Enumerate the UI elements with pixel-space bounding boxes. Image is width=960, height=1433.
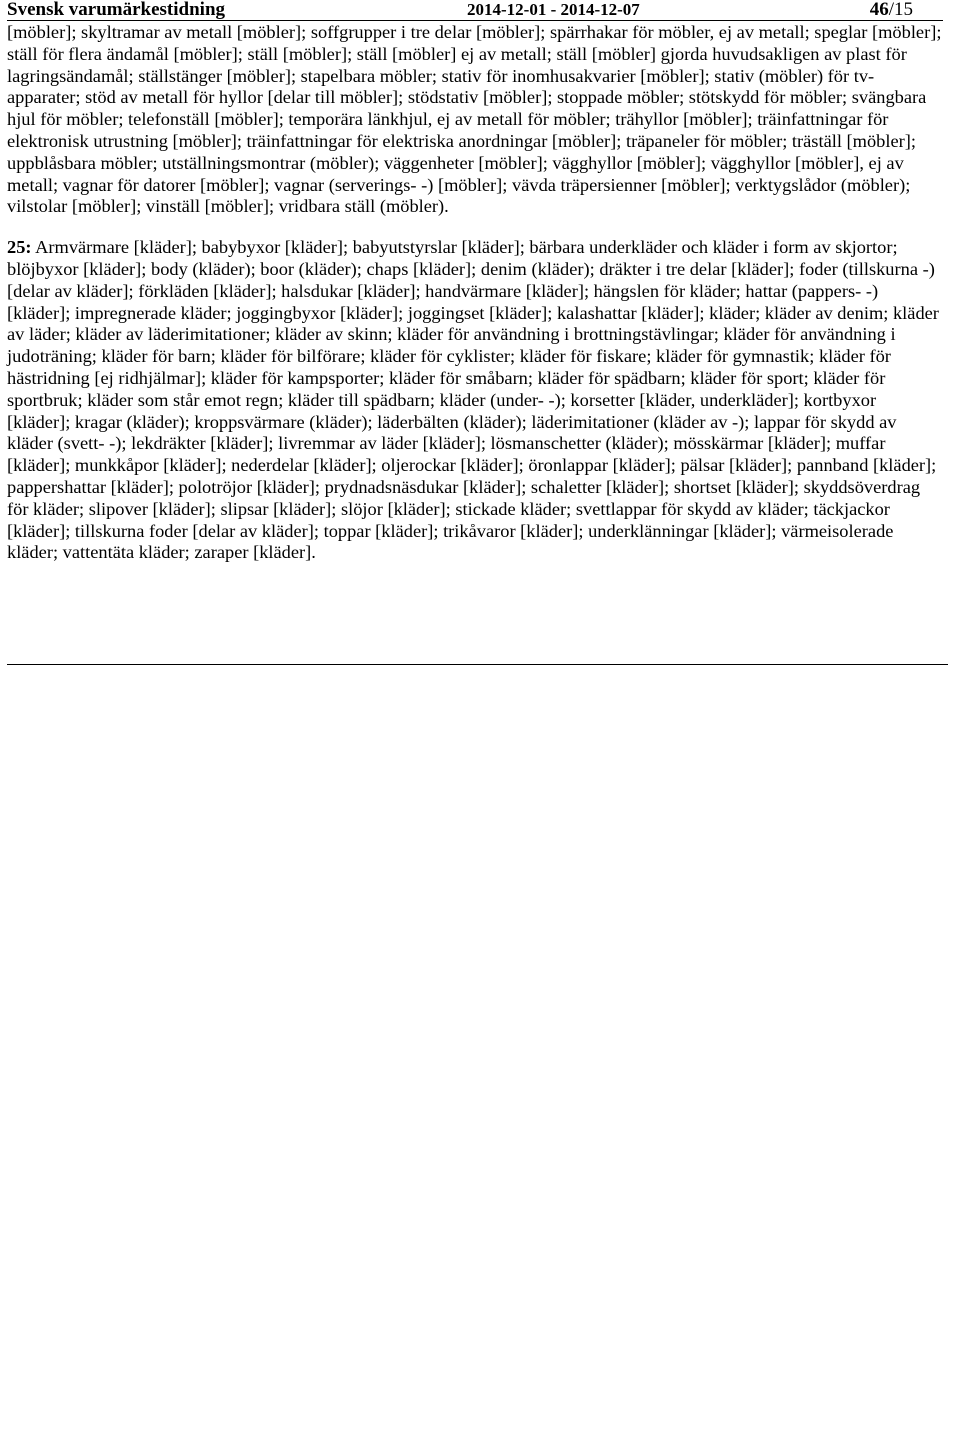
- document-page: [7, 0, 943, 564]
- class-25-paragraph: [7, 237, 943, 564]
- class-25-text: Armvärmare [kläder]; babybyxor [kläder]; babyutstyrslar [kläder]; bärbara underkläder och kläder i form av skjortor; blöjbyxor [kläder]; body (kläder); boor (kläder); chaps [kläder]; denim (kläder); dräkter i tre delar [kläder]; foder (tillskurna -) [delar av kläder]; förkläden [kläder]; halsdukar [kläder]; handvärmare [kläder]; hängslen för kläder; hattar (pappers- -) [kläder]; impregnerade kläder; joggingbyxor [kläder]; joggingset [kläder]; kalashattar [kläder]; kläder; kläder av denim; kläder av läder; kläder av läderimitationer; kläder av skinn; kläder för användning i brottningstävlingar; kläder för användning i judoträning; kläder för barn; kläder för bilförare; kläder för cyklister; kläder för fiskare; kläder för gymnastik; kläder för hästridning [ej ridhjälmar]; kläder för kampsporter; kläder för småbarn; kläder för spädbarn; kläder för sport; kläder för sportbruk; kläder som står emot regn; kläder till spädbarn; kläder (under- -); korsetter [kläder, underkläder]; kortbyxor [kläder]; kragar (kläder); kroppsvärmare (kläder); läderbälten (kläder); läderimitationer (kläder av -); lappar för skydd av kläder (svett- -); lekdräkter [kläder]; livremmar av läder [kläder]; lösmanschetter (kläder); mösskärmar [kläder]; muffar [kläder]; munkkåpor [kläder]; nederdelar [kläder]; oljerockar [kläder]; öronlappar [kläder]; pälsar [kläder]; pannband [kläder]; pappershattar [kläder]; polotröjor [kläder]; prydnadsnäsdukar [kläder]; schaletter [kläder]; shortset [kläder]; skyddsöverdrag för kläder; slipover [kläder]; slipsar [kläder]; slöjor [kläder]; stickade kläder; svettlappar för skydd av kläder; täckjackor [kläder]; tillskurna foder [delar av kläder]; toppar [kläder]; trikåvaror [kläder]; underklänningar [kläder]; värmeisolerade kläder; vattentäta kläder; zaraper [kläder].: [7, 237, 939, 563]
- page-number: [870, 0, 913, 20]
- page-total: /15: [888, 0, 913, 20]
- continuation-paragraph: [möbler]; skyltramar av metall [möbler]; soffgrupper i tre delar [möbler]; spärrhakar för möbler, ej av metall; speglar [möbler]; ställ för flera ändamål [möbler]; ställ [möbler]; ställ [möbler] ej av metall; ställ [möbler] gjorda huvudsakligen av plast för lagringsändamål; ställstänger [möbler]; stapelbara möbler; stativ för inomhusakvarier [möbler]; stativ (möbler) för tv-apparater; stöd av metall för hyllor [delar till möbler]; stödstativ [möbler]; stoppade möbler; stötskydd för möbler; svängbara hjul för möbler; telefonställ [möbler]; temporära länkhjul, ej av metall för möbler; trähyllor [möbler]; träinfattningar för elektronisk utrustning [möbler]; träinfattningar för elektriska anordningar [möbler]; träpaneler för möbler; träställ [möbler]; uppblåsbara möbler; utställningsmontrar (möbler); väggenheter [möbler]; vägghyllor [möbler]; vägghyllor [möbler], ej av metall; vagnar för datorer [möbler]; vagnar (serverings- -) [möbler]; vävda träpersienner [möbler]; verktygslådor (möbler); vilstolar [möbler]; vinställ [möbler]; vridbara ställ (möbler).: [7, 22, 942, 217]
- footer-divider: [7, 664, 948, 665]
- class-number: 25:: [7, 237, 32, 258]
- document-body: [7, 22, 943, 564]
- page-current: 46: [869, 0, 889, 20]
- page-header: [7, 0, 943, 21]
- publication-title: Svensk varumärkestidning: [7, 0, 226, 20]
- date-range: 2014-12-01 - 2014-12-07: [467, 0, 640, 19]
